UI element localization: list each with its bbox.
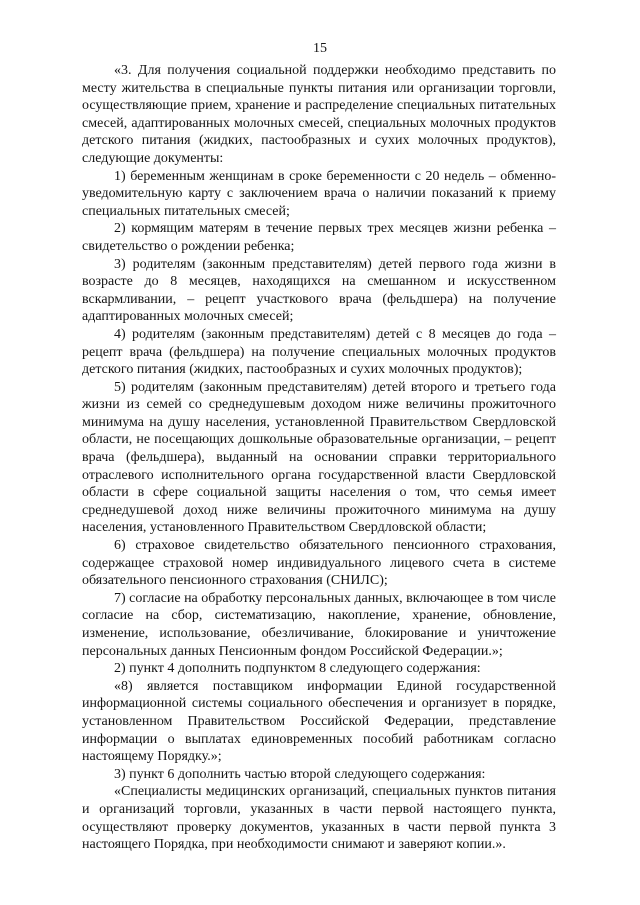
- paragraph-amendment-3: 3) пункт 6 дополнить частью второй следующего содержания:: [114, 766, 486, 782]
- paragraph-subitem-6: 6) страховое свидетельство обязательного пенсионного страхования, содержащее страховой номер индивидуального лицевого счета в системе обязательного пенсионного страхования (СНИЛС);: [82, 538, 556, 589]
- paragraph-amendment-2-text: «8) является поставщиком информации Единой государственной информационной системы социального обеспечения и организует в порядке, установленном Правительством Российской Федерации, представление информации о выплатах единовременных пособий работникам согласно настоящему Порядку.»;: [82, 678, 556, 765]
- paragraph-subitem-3: 3) родителям (законным представителям) детей первого года жизни в возрасте до 8 месяцев, находящихся на смешанном и искусственном вскармливании, – рецепт участкового врача (фельдшера) на получение адаптированных молочных смесей;: [82, 256, 556, 325]
- paragraph-amendment-2: 2) пункт 4 дополнить подпунктом 8 следующего содержания:: [114, 661, 481, 677]
- paragraph-subitem-2: 2) кормящим матерям в течение первых трех месяцев жизни ребенка – свидетельство о рождении ребенка;: [82, 221, 556, 254]
- paragraph-subitem-4: 4) родителям (законным представителям) детей с 8 месяцев до года – рецепт врача (фельдшера) на получение специальных молочных продуктов детского питания (жидких, пастообразных и сухих молочных продуктов);: [82, 326, 556, 378]
- page-number: 15: [313, 41, 327, 56]
- paragraph-subitem-5: 5) родителям (законным представителям) детей второго и третьего года жизни из семей со среднедушевым доходом ниже величины прожиточного минимума на душу населения, установленной Правительством Свердловской области, не посещающих дошкольные образовательные организации, – рецепт врача (фельдшера), выданный на основании справки территориального отраслевого исполнительного органа государственной власти Свердловской области в сфере социальной защиты населения о том, что семья имеет среднедушевой доход ниже величины прожиточного минимума на душу населения, установленного Правительством Свердловской области;: [82, 379, 556, 536]
- document-body: [82, 62, 556, 854]
- paragraph-amendment-3-text: «Специалисты медицинских организаций, специальных пунктов питания и организаций торговли, указанных в части первой настоящего пункта, осуществляют проверку документов, указанных в части первой пункта 3 настоящего Порядка, при необходимости снимают и заверяют копии.».: [82, 784, 556, 853]
- paragraph-item-3-intro: «3. Для получения социальной поддержки необходимо представить по месту жительства в специальные пункты питания или организации торговли, осуществляющие прием, хранение и распределение специальных питательных смесей, адаптированных молочных смесей, специальных молочных продуктов детского питания (жидких, пастообразных и сухих молочных продуктов), следующие документы:: [82, 63, 556, 166]
- paragraph-subitem-7: 7) согласие на обработку персональных данных, включающее в том числе согласие на сбор, систематизацию, накопление, хранение, обновление, изменение, использование, обезличивание, блокирование и уничтожение персональных данных Пенсионным фондом Российской Федерации.»;: [82, 590, 556, 659]
- paragraph-subitem-1: 1) беременным женщинам в сроке беременности с 20 недель – обменно-уведомительную карту с заключением врача о наличии показаний к приему специальных питательных смесей;: [82, 168, 556, 219]
